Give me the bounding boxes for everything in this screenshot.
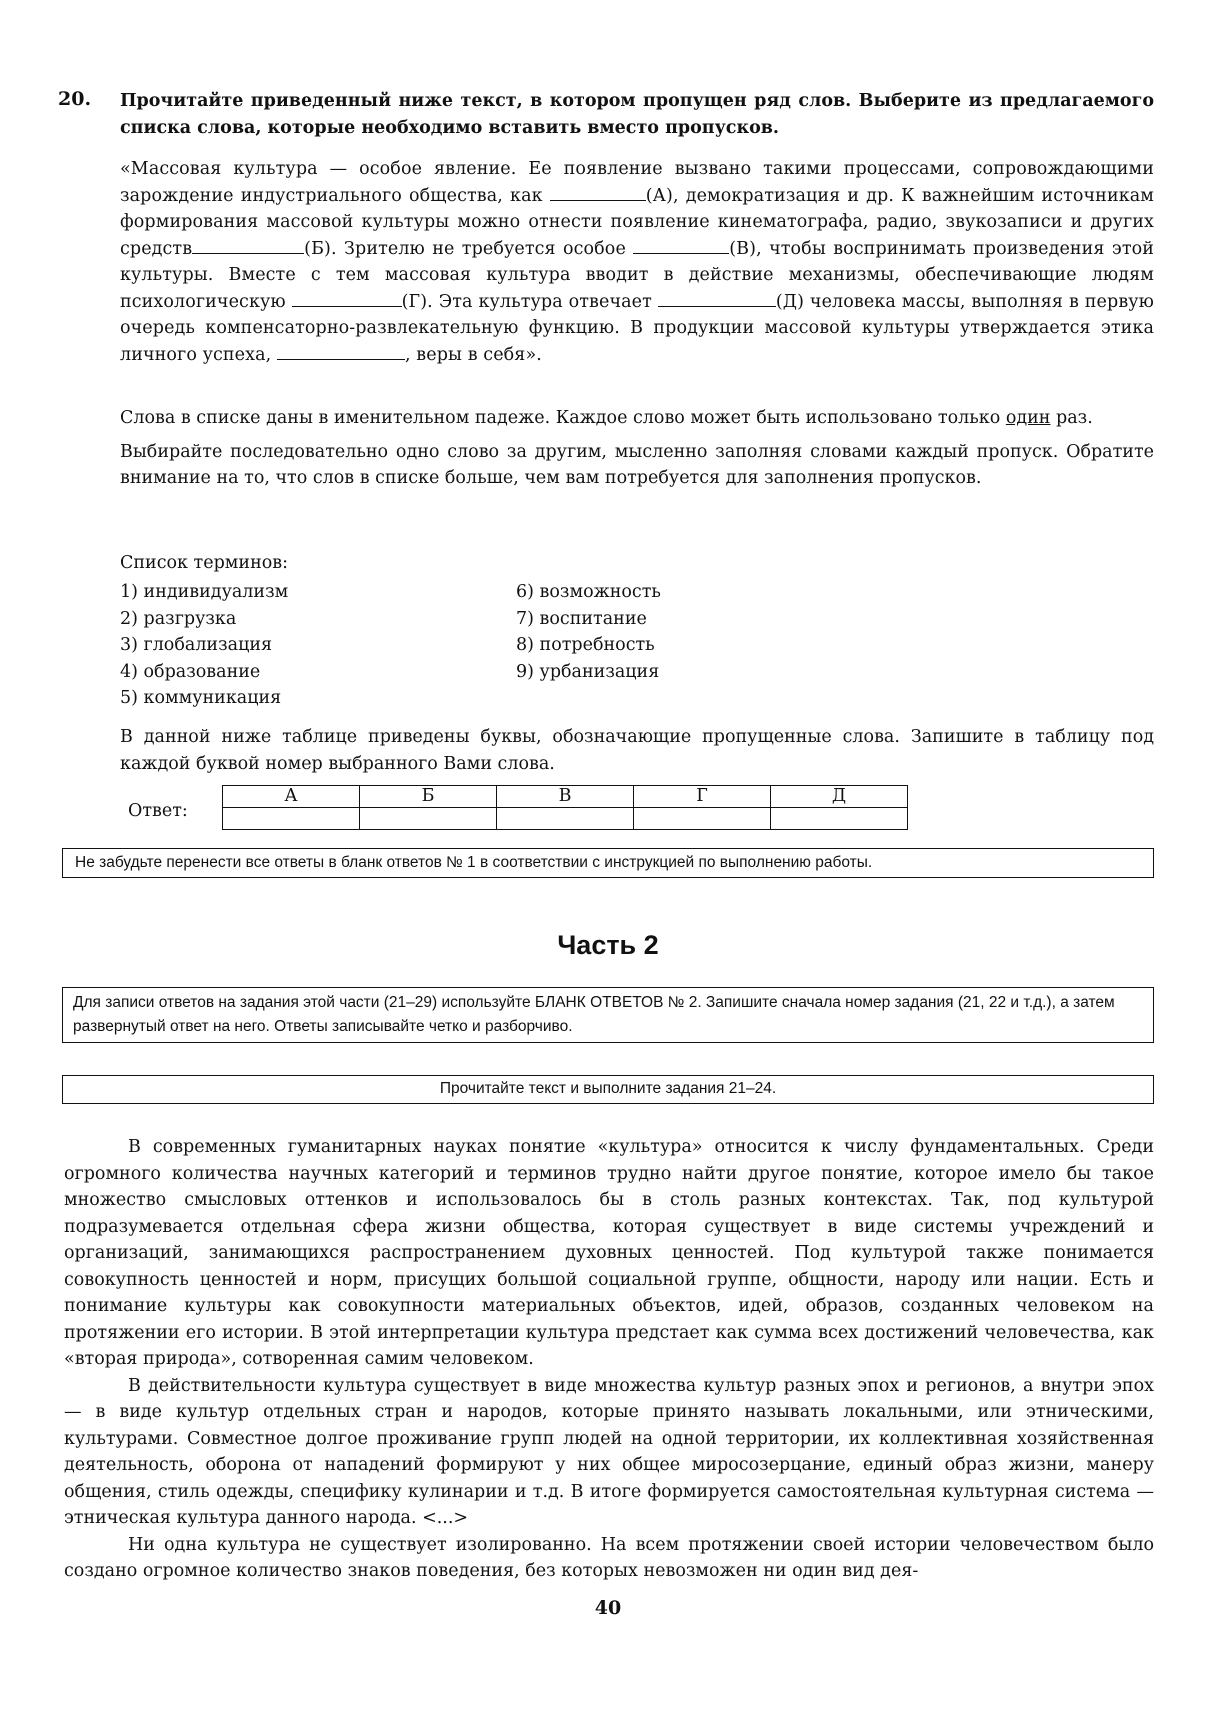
quote-part-6: человека массы, выполняя в первую очередь компенсаторно-развлекательную функцию. В продукции массовой культуры утверждается этика личного успеха, <box>120 291 1154 365</box>
page-number: 40 <box>594 1597 622 1619</box>
quote-part-2: , демократизация и др. К важнейшим источникам формирования массовой культуры можно отнести появление кинематографа, радио, звукозаписи и других средств <box>120 185 1154 259</box>
blank-v <box>633 237 729 254</box>
blank-label-d: (Д) <box>775 291 804 312</box>
term-item: 9) урбанизация <box>516 661 660 682</box>
task-number: 20. <box>58 88 92 110</box>
blank-b <box>192 237 304 254</box>
blank-g <box>292 290 402 307</box>
rules-line-1-pre: Слова в списке даны в именительном падеже. Каждое слово может быть использовано только <box>120 408 1006 428</box>
answer-input-row <box>223 808 908 830</box>
answer-cell-a[interactable] <box>223 808 360 830</box>
quote-text <box>120 156 1154 368</box>
read-text-prompt: Прочитайте текст и выполните задания 21–24. <box>62 1075 1154 1104</box>
term-item: 5) коммуникация <box>120 688 282 708</box>
answer-letter-g: Г <box>634 786 771 808</box>
answer-letter-a: А <box>223 786 360 808</box>
term-item: 4) образование <box>120 661 261 682</box>
answer-cell-b[interactable] <box>360 808 497 830</box>
answer-cell-g[interactable] <box>634 808 771 830</box>
blank-d <box>658 290 776 307</box>
source-paragraph-1: В современных гуманитарных науках понятие «культура» относится к числу фундаментальных. Среди огромного количества научных категорий и терминов трудно найти другое понятие, которое имело бы такое множество смысловых оттенков и использовалось бы в столь разных контекстах. Так, под культурой подразумевается отдельная сфера жизни общества, которая существует в виде системы учреждений и организаций, занимающихся распространением духовных ценностей. Под культурой также понимается совокупность ценностей и норм, присущих большой социальной группе, общности, народу или нации. Есть и понимание культуры как совокупности материальных объектов, идей, образов, созданных человеком на протяжении его истории. В этой интерпретации культура предстает как сумма всех достижений человечества, как «вторая природа», сотворенная самим человеком. <box>64 1137 1154 1369</box>
part-2-title: Часть 2 <box>557 930 659 960</box>
quote-part-4: , чтобы воспринимать произведения этой культуры. Вместе с тем массовая культура вводит в действие механизмы, обеспечивающие людям психологическую <box>120 238 1154 312</box>
term-item: 6) возможность <box>516 582 661 602</box>
answer-cell-d[interactable] <box>771 808 908 830</box>
term-item: 8) потребность <box>516 635 655 655</box>
source-paragraph-3: Ни одна культура не существует изолированно. На всем протяжении своей истории человечеством было создано огромное количество знаков поведения, без которых невозможен ни один вид дея- <box>64 1534 1154 1581</box>
table-instruction: В данной ниже таблице приведены буквы, обозначающие пропущенные слова. Запишите в таблицу под каждой буквой номер выбранного Вами слова. <box>120 727 1154 774</box>
answer-header-row <box>223 786 908 808</box>
rules-line-1 <box>120 405 1154 432</box>
quote-part-3: . Зрителю не требуется особое <box>331 238 634 259</box>
quote-part-5: . Эта культура отвечает <box>427 291 658 312</box>
rules-line-2: Выбирайте последовательно одно слово за другим, мысленно заполняя словами каждый пропуск. Обратите внимание на то, что слов в списке больше, чем вам потребуется для заполнения пропусков. <box>120 441 1154 488</box>
quote-part-1: «Массовая культура — особое явление. Ее появление вызвано такими процессами, сопровождающими зарождение индустриального общества, как <box>120 159 1154 206</box>
answer-letter-v: В <box>497 786 634 808</box>
blank-label-b: (Б) <box>304 238 331 259</box>
blank-label-g: (Г) <box>401 291 428 312</box>
blank-e <box>277 343 405 360</box>
answer-letter-d: Д <box>771 786 908 808</box>
source-text <box>64 1134 1154 1585</box>
answer-label: Ответ: <box>128 801 188 821</box>
rules <box>120 405 1154 499</box>
part-2-instructions: Для записи ответов на задания этой части (21–29) используйте БЛАНК ОТВЕТОВ № 2. Запишите сначала номер задания (21, 22 и т.д.), а затем развернутый ответ на него. Ответы записывайте четко и разборчиво. <box>62 987 1154 1043</box>
task-prompt: Прочитайте приведенный ниже текст, в котором пропущен ряд слов. Выберите из предлагаемого списка слова, которые необходимо вставить вместо пропусков. <box>120 91 1154 138</box>
term-item: 2) разгрузка <box>120 608 237 629</box>
blank-label-a: (А) <box>645 185 673 206</box>
terms-title: Список терминов: <box>120 553 289 573</box>
term-item: 7) воспитание <box>516 608 647 629</box>
blank-label-v: (В) <box>729 238 757 259</box>
rules-line-1-post: раз. <box>1050 408 1093 428</box>
terms-left-column <box>120 579 288 712</box>
rules-line-1-underlined: один <box>1005 408 1051 428</box>
blank-a <box>550 184 646 201</box>
transfer-notice: Не забудьте перенести все ответы в бланк ответов № 1 в соответствии с инструкцией по выполнению работы. <box>62 848 1154 878</box>
quote-part-7: , веры в себя». <box>404 344 542 365</box>
answer-letter-b: Б <box>360 786 497 808</box>
terms-right-column <box>516 579 661 685</box>
source-paragraph-2: В действительности культура существует в виде множества культур разных эпох и регионов, а внутри эпох — в виде культур отдельных стран и народов, которые принято называть локальными, или этническими, культурами. Совместное долгое проживание групп людей на одной территории, их коллективная хозяйственная деятельность, оборона от нападений формируют у них общее миросозерцание, единый образ жизни, манеру общения, стиль одежды, специфику кулинарии и т.д. В итоге формируется самостоятельная культурная система — этническая культура данного народа. <...> <box>64 1375 1154 1528</box>
term-item: 1) индивидуализм <box>120 582 289 602</box>
term-item: 3) глобализация <box>120 635 273 655</box>
answer-cell-v[interactable] <box>497 808 634 830</box>
answer-table <box>222 785 908 830</box>
